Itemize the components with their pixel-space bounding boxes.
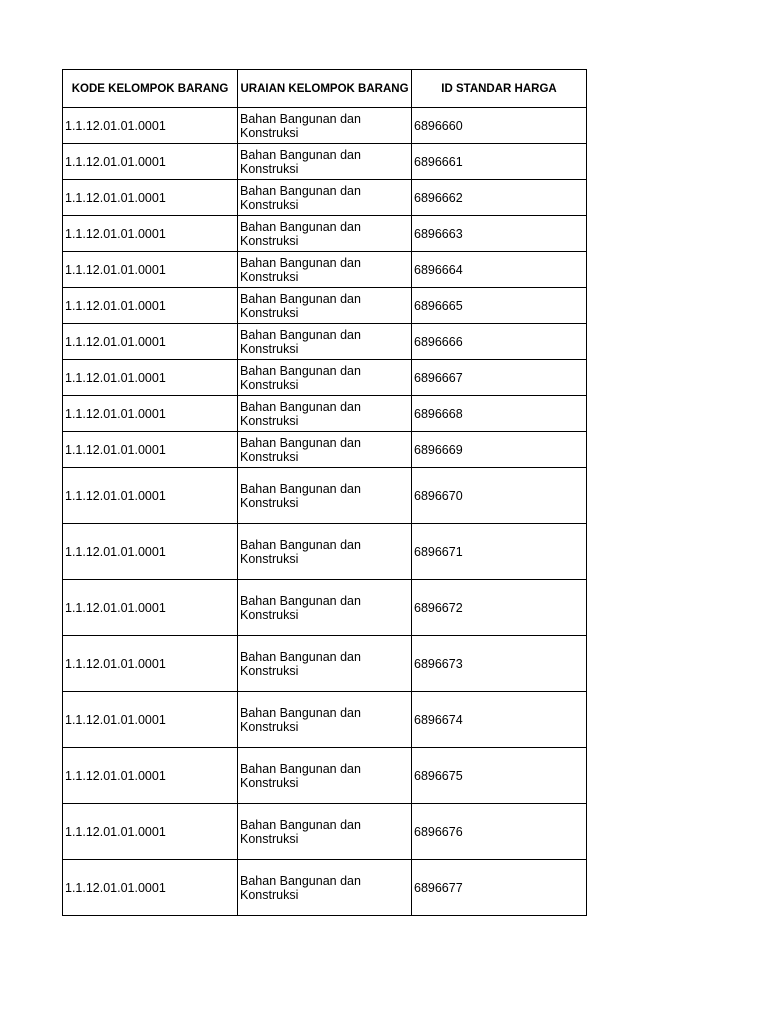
cell-kode: 1.1.12.01.01.0001 <box>63 288 238 324</box>
cell-kode: 1.1.12.01.01.0001 <box>63 360 238 396</box>
cell-kode: 1.1.12.01.01.0001 <box>63 144 238 180</box>
cell-kode: 1.1.12.01.01.0001 <box>63 180 238 216</box>
cell-uraian: Bahan Bangunan dan Konstruksi <box>238 288 412 324</box>
price-standard-table <box>62 69 587 916</box>
cell-kode: 1.1.12.01.01.0001 <box>63 580 238 636</box>
cell-id: 6896664 <box>412 252 587 288</box>
cell-uraian: Bahan Bangunan dan Konstruksi <box>238 636 412 692</box>
table-row <box>63 324 587 360</box>
table-row <box>63 636 587 692</box>
cell-kode: 1.1.12.01.01.0001 <box>63 860 238 916</box>
table-row <box>63 288 587 324</box>
cell-uraian: Bahan Bangunan dan Konstruksi <box>238 396 412 432</box>
cell-id: 6896660 <box>412 108 587 144</box>
table-row <box>63 432 587 468</box>
table-row <box>63 360 587 396</box>
table-row <box>63 180 587 216</box>
cell-id: 6896663 <box>412 216 587 252</box>
cell-uraian: Bahan Bangunan dan Konstruksi <box>238 748 412 804</box>
cell-uraian: Bahan Bangunan dan Konstruksi <box>238 108 412 144</box>
cell-id: 6896662 <box>412 180 587 216</box>
cell-id: 6896672 <box>412 580 587 636</box>
cell-uraian: Bahan Bangunan dan Konstruksi <box>238 216 412 252</box>
table-row <box>63 804 587 860</box>
header-kode-kelompok-barang: KODE KELOMPOK BARANG <box>63 70 238 108</box>
cell-uraian: Bahan Bangunan dan Konstruksi <box>238 580 412 636</box>
header-uraian-kelompok-barang: URAIAN KELOMPOK BARANG <box>238 70 412 108</box>
cell-id: 6896667 <box>412 360 587 396</box>
cell-kode: 1.1.12.01.01.0001 <box>63 324 238 360</box>
table-row <box>63 144 587 180</box>
cell-uraian: Bahan Bangunan dan Konstruksi <box>238 180 412 216</box>
cell-kode: 1.1.12.01.01.0001 <box>63 692 238 748</box>
cell-id: 6896674 <box>412 692 587 748</box>
cell-uraian: Bahan Bangunan dan Konstruksi <box>238 692 412 748</box>
cell-uraian: Bahan Bangunan dan Konstruksi <box>238 432 412 468</box>
table-row <box>63 580 587 636</box>
cell-id: 6896675 <box>412 748 587 804</box>
cell-uraian: Bahan Bangunan dan Konstruksi <box>238 860 412 916</box>
spreadsheet-page <box>62 69 586 916</box>
cell-uraian: Bahan Bangunan dan Konstruksi <box>238 468 412 524</box>
cell-id: 6896666 <box>412 324 587 360</box>
table-row <box>63 692 587 748</box>
cell-id: 6896676 <box>412 804 587 860</box>
cell-kode: 1.1.12.01.01.0001 <box>63 636 238 692</box>
table-row <box>63 748 587 804</box>
cell-uraian: Bahan Bangunan dan Konstruksi <box>238 324 412 360</box>
cell-uraian: Bahan Bangunan dan Konstruksi <box>238 252 412 288</box>
table-header-row <box>63 70 587 108</box>
cell-kode: 1.1.12.01.01.0001 <box>63 432 238 468</box>
table-row <box>63 396 587 432</box>
table-row <box>63 216 587 252</box>
cell-id: 6896668 <box>412 396 587 432</box>
cell-id: 6896673 <box>412 636 587 692</box>
cell-uraian: Bahan Bangunan dan Konstruksi <box>238 524 412 580</box>
table-row <box>63 524 587 580</box>
cell-id: 6896677 <box>412 860 587 916</box>
cell-kode: 1.1.12.01.01.0001 <box>63 748 238 804</box>
cell-id: 6896665 <box>412 288 587 324</box>
cell-kode: 1.1.12.01.01.0001 <box>63 216 238 252</box>
cell-kode: 1.1.12.01.01.0001 <box>63 524 238 580</box>
table-row <box>63 860 587 916</box>
cell-kode: 1.1.12.01.01.0001 <box>63 108 238 144</box>
table-row <box>63 108 587 144</box>
header-id-standar-harga: ID STANDAR HARGA <box>412 70 587 108</box>
cell-kode: 1.1.12.01.01.0001 <box>63 252 238 288</box>
cell-kode: 1.1.12.01.01.0001 <box>63 396 238 432</box>
cell-uraian: Bahan Bangunan dan Konstruksi <box>238 360 412 396</box>
table-row <box>63 468 587 524</box>
cell-id: 6896661 <box>412 144 587 180</box>
cell-uraian: Bahan Bangunan dan Konstruksi <box>238 144 412 180</box>
cell-id: 6896671 <box>412 524 587 580</box>
cell-uraian: Bahan Bangunan dan Konstruksi <box>238 804 412 860</box>
cell-id: 6896670 <box>412 468 587 524</box>
table-row <box>63 252 587 288</box>
cell-id: 6896669 <box>412 432 587 468</box>
cell-kode: 1.1.12.01.01.0001 <box>63 468 238 524</box>
cell-kode: 1.1.12.01.01.0001 <box>63 804 238 860</box>
